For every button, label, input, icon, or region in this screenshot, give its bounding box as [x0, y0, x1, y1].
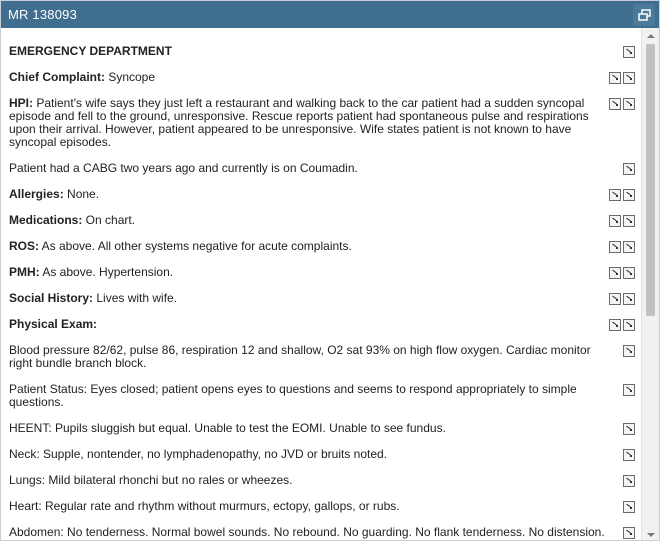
section-text: [9, 292, 613, 305]
section-body: Patient had a CABG two years ago and currently is on Coumadin.: [9, 161, 358, 175]
restore-window-icon: [638, 9, 651, 21]
section-actions: [623, 46, 635, 58]
edit-pencil-icon[interactable]: [609, 293, 621, 305]
section-text: [9, 318, 613, 331]
edit-pencil-icon[interactable]: [623, 449, 635, 461]
record-section: [9, 344, 641, 370]
section-actions: [609, 98, 635, 110]
edit-pencil-icon[interactable]: [623, 215, 635, 227]
section-body: As above. Hypertension.: [39, 265, 174, 279]
restore-window-button[interactable]: [633, 4, 655, 26]
section-text: [9, 97, 613, 149]
section-text: [9, 240, 613, 253]
section-actions: [623, 345, 635, 357]
section-body: HEENT: Pupils sluggish but equal. Unable to test the EOMI. Unable to see fundus.: [9, 421, 446, 435]
record-section: [9, 292, 641, 305]
section-actions: [623, 527, 635, 539]
section-actions: [609, 293, 635, 305]
section-actions: [609, 215, 635, 227]
section-text: [9, 500, 613, 513]
document-content: [1, 28, 641, 541]
section-body: On chart.: [82, 213, 136, 227]
record-section: [9, 266, 641, 279]
edit-pencil-icon[interactable]: [623, 163, 635, 175]
section-text: [9, 266, 613, 279]
section-text: [9, 162, 613, 175]
section-label: ROS:: [9, 239, 39, 253]
edit-pencil-icon[interactable]: [623, 293, 635, 305]
section-body: Lungs: Mild bilateral rhonchi but no rales or wheezes.: [9, 473, 293, 487]
edit-pencil-icon[interactable]: [609, 241, 621, 253]
record-section: [9, 474, 641, 487]
edit-pencil-icon[interactable]: [623, 189, 635, 201]
section-body: Patient's wife says they just left a restaurant and walking back to the car patient had a sudden syncopal episode and fell to the ground, unresponsive. Rescue reports patient had spontaneous pulse and respirations upon their arrival. However, patient appeared to be unresponsive. Wife states patient is not known to have syncopal episodes.: [9, 96, 589, 149]
section-label: Chief Complaint:: [9, 70, 105, 84]
record-section: [9, 448, 641, 461]
edit-pencil-icon[interactable]: [623, 46, 635, 58]
window-title: MR 138093: [8, 7, 78, 22]
edit-pencil-icon[interactable]: [623, 384, 635, 396]
edit-pencil-icon[interactable]: [623, 527, 635, 539]
section-text: [9, 448, 613, 461]
section-label: PMH:: [9, 265, 40, 279]
edit-pencil-icon[interactable]: [623, 319, 635, 331]
titlebar: [1, 1, 659, 28]
record-section: [9, 188, 641, 201]
section-text: [9, 71, 613, 84]
section-actions: [609, 189, 635, 201]
record-section: [9, 45, 641, 58]
section-body: None.: [63, 187, 100, 201]
section-body: Abdomen: No tenderness. Normal bowel sounds. No rebound. No guarding. No flank tenderness. No distension.: [9, 525, 605, 539]
section-text: [9, 474, 613, 487]
section-label: HPI:: [9, 96, 33, 110]
section-text: [9, 422, 613, 435]
section-actions: [623, 384, 635, 396]
edit-pencil-icon[interactable]: [623, 501, 635, 513]
section-actions: [609, 72, 635, 84]
section-label: EMERGENCY DEPARTMENT: [9, 44, 172, 58]
section-text: [9, 383, 613, 409]
section-body: Neck: Supple, nontender, no lymphadenopathy, no JVD or bruits noted.: [9, 447, 388, 461]
section-body: Lives with wife.: [93, 291, 178, 305]
section-actions: [609, 319, 635, 331]
scroll-down-arrow-icon[interactable]: [647, 533, 655, 537]
section-body: Syncope: [105, 70, 156, 84]
record-section: [9, 383, 641, 409]
edit-pencil-icon[interactable]: [623, 267, 635, 279]
section-text: [9, 45, 613, 58]
record-section: [9, 526, 641, 539]
record-section: [9, 71, 641, 84]
scroll-up-arrow-icon[interactable]: [647, 34, 655, 38]
section-actions: [623, 163, 635, 175]
section-text: [9, 188, 613, 201]
record-section: [9, 162, 641, 175]
section-label: Physical Exam:: [9, 317, 98, 331]
section-text: [9, 214, 613, 227]
section-text: [9, 344, 613, 370]
edit-pencil-icon[interactable]: [609, 98, 621, 110]
record-section: [9, 318, 641, 331]
record-section: [9, 500, 641, 513]
edit-pencil-icon[interactable]: [623, 423, 635, 435]
edit-pencil-icon[interactable]: [609, 189, 621, 201]
edit-pencil-icon[interactable]: [623, 475, 635, 487]
record-section: [9, 214, 641, 227]
section-actions: [609, 241, 635, 253]
record-section: [9, 97, 641, 149]
section-actions: [623, 475, 635, 487]
edit-pencil-icon[interactable]: [623, 72, 635, 84]
medical-record-document: [1, 28, 641, 539]
edit-pencil-icon[interactable]: [609, 319, 621, 331]
edit-pencil-icon[interactable]: [623, 241, 635, 253]
section-body: Patient Status: Eyes closed; patient opens eyes to questions and seems to respond appropriately to simple questions.: [9, 382, 577, 409]
section-body: Heart: Regular rate and rhythm without murmurs, ectopy, gallops, or rubs.: [9, 499, 400, 513]
vertical-scrollbar[interactable]: [641, 28, 659, 541]
section-text: [9, 526, 613, 539]
record-section: [9, 422, 641, 435]
section-body: As above. All other systems negative for acute complaints.: [39, 239, 352, 253]
edit-pencil-icon[interactable]: [609, 215, 621, 227]
edit-pencil-icon[interactable]: [623, 345, 635, 357]
scrollbar-thumb[interactable]: [646, 44, 655, 316]
section-label: Social History:: [9, 291, 94, 305]
section-actions: [623, 501, 635, 513]
record-section: [9, 240, 641, 253]
section-label: Medications:: [9, 213, 83, 227]
edit-pencil-icon[interactable]: [609, 72, 621, 84]
section-label: Allergies:: [9, 187, 64, 201]
edit-pencil-icon[interactable]: [609, 267, 621, 279]
section-actions: [623, 449, 635, 461]
edit-pencil-icon[interactable]: [623, 98, 635, 110]
section-actions: [623, 423, 635, 435]
section-body: Blood pressure 82/62, pulse 86, respiration 12 and shallow, O2 sat 93% on high flow oxygen. Cardiac monitor right bundle branch block.: [9, 343, 591, 370]
section-actions: [609, 267, 635, 279]
